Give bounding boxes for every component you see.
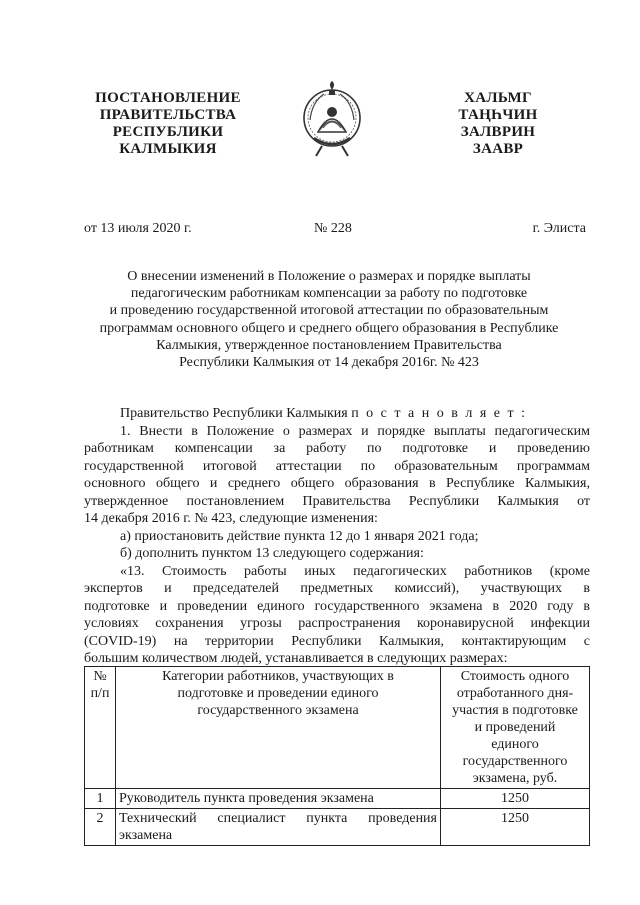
header-left-line: КАЛМЫКИЯ — [119, 141, 217, 157]
subject-line: Калмыкия, утвержденное постановлением Правительства — [156, 337, 502, 353]
paragraph-line: подготовке и проведении единого государственного экзамена в 2020 году в — [84, 598, 590, 614]
paragraph-line: основного общего и среднего общего образования в Республике Калмыкия, — [84, 476, 590, 491]
paragraph-line: утвержденное постановлением Правительства Республики Калмыкия от — [84, 493, 590, 509]
row-cost: 1250 — [441, 809, 590, 846]
subject-line: педагогическим работникам компенсации за работу по подготовке — [130, 286, 528, 302]
paragraph-line: условиях сохранения угрозы распространения коронавирусной инфекции — [84, 616, 590, 631]
document-date: от 13 июля 2020 г. — [84, 221, 192, 236]
compensation-table — [84, 666, 590, 846]
table-header-row — [85, 667, 590, 789]
header-left-line: ПРАВИТЕЛЬСТВА — [99, 107, 237, 123]
subject-line: Республики Калмыкия от 14 декабря 2016г. № 423 — [179, 355, 479, 371]
row-cost: 1250 — [441, 789, 590, 809]
header-right-line: ЗААВР — [472, 141, 524, 157]
emblem-icon — [300, 80, 364, 158]
item-b: б) дополнить пунктом 13 следующего содержания: — [120, 546, 424, 561]
header-cost: Стоимость одного отработанного дня- участия в подготовке и проведений единого государственного экзамена, руб. — [441, 667, 590, 789]
header-left-line: ПОСТАНОВЛЕНИЕ — [95, 90, 241, 106]
header-right-line: ЗАЛВРИН — [460, 124, 536, 140]
paragraph-line: 14 декабря 2016 г. № 423, следующие изменения: — [84, 511, 378, 526]
header-left-line: РЕСПУБЛИКИ — [112, 124, 224, 140]
document-subject — [74, 268, 584, 371]
header-left-title — [78, 90, 258, 158]
header-right-line: ТАҢҺЧИН — [458, 107, 538, 123]
document-city: г. Элиста — [532, 221, 586, 236]
paragraph-line: «13. Стоимость работы иных педагогических работников (кроме — [120, 563, 590, 579]
paragraph-line: (COVID-19) на территории Республики Калмыкия, контактирующим с — [84, 633, 590, 649]
row-category: Руководитель пункта проведения экзамена — [116, 789, 441, 809]
document-body — [84, 405, 590, 668]
table-row — [85, 789, 590, 809]
header-right-line: ХАЛЬМГ — [464, 90, 532, 106]
paragraph-line: государственной итоговой аттестации по образовательным программам — [84, 458, 590, 474]
decree-intro: Правительство Республики Калмыкия — [120, 406, 348, 421]
row-num: 1 — [85, 789, 116, 809]
document-meta — [84, 221, 586, 239]
table-row — [85, 809, 590, 846]
decree-word: п о с т а н о в л я е т : — [351, 406, 527, 421]
document-number: № 228 — [314, 221, 352, 236]
paragraph-line: 1. Внести в Положение о размерах и порядке выплаты педагогическим — [120, 423, 590, 439]
subject-line: программам основного общего и среднего общего образования в Республике — [99, 320, 559, 336]
subject-line: О внесении изменений в Положение о размерах и порядке выплаты — [127, 269, 531, 284]
decree-line — [84, 405, 590, 423]
row-num: 2 — [85, 809, 116, 846]
header-category: Категории работников, участвующих в подготовке и проведении единого государственного экзамена — [116, 667, 441, 789]
paragraph-line: работникам компенсации за работу по подготовке и проведению — [84, 441, 590, 456]
row-category: Технический специалист пункта проведения экзамена — [116, 809, 441, 846]
header-num: № п/п — [85, 667, 116, 789]
paragraph-line: большим количеством людей, устанавливается в следующих размерах: — [84, 651, 508, 666]
item-a: а) приостановить действие пункта 12 до 1 января 2021 года; — [120, 528, 479, 544]
subject-line: и проведению государственной итоговой аттестации по образовательным — [109, 303, 549, 319]
header-right-title — [438, 90, 558, 158]
paragraph-line: экспертов и председателей предметных комиссий), участвующих в — [84, 581, 590, 596]
